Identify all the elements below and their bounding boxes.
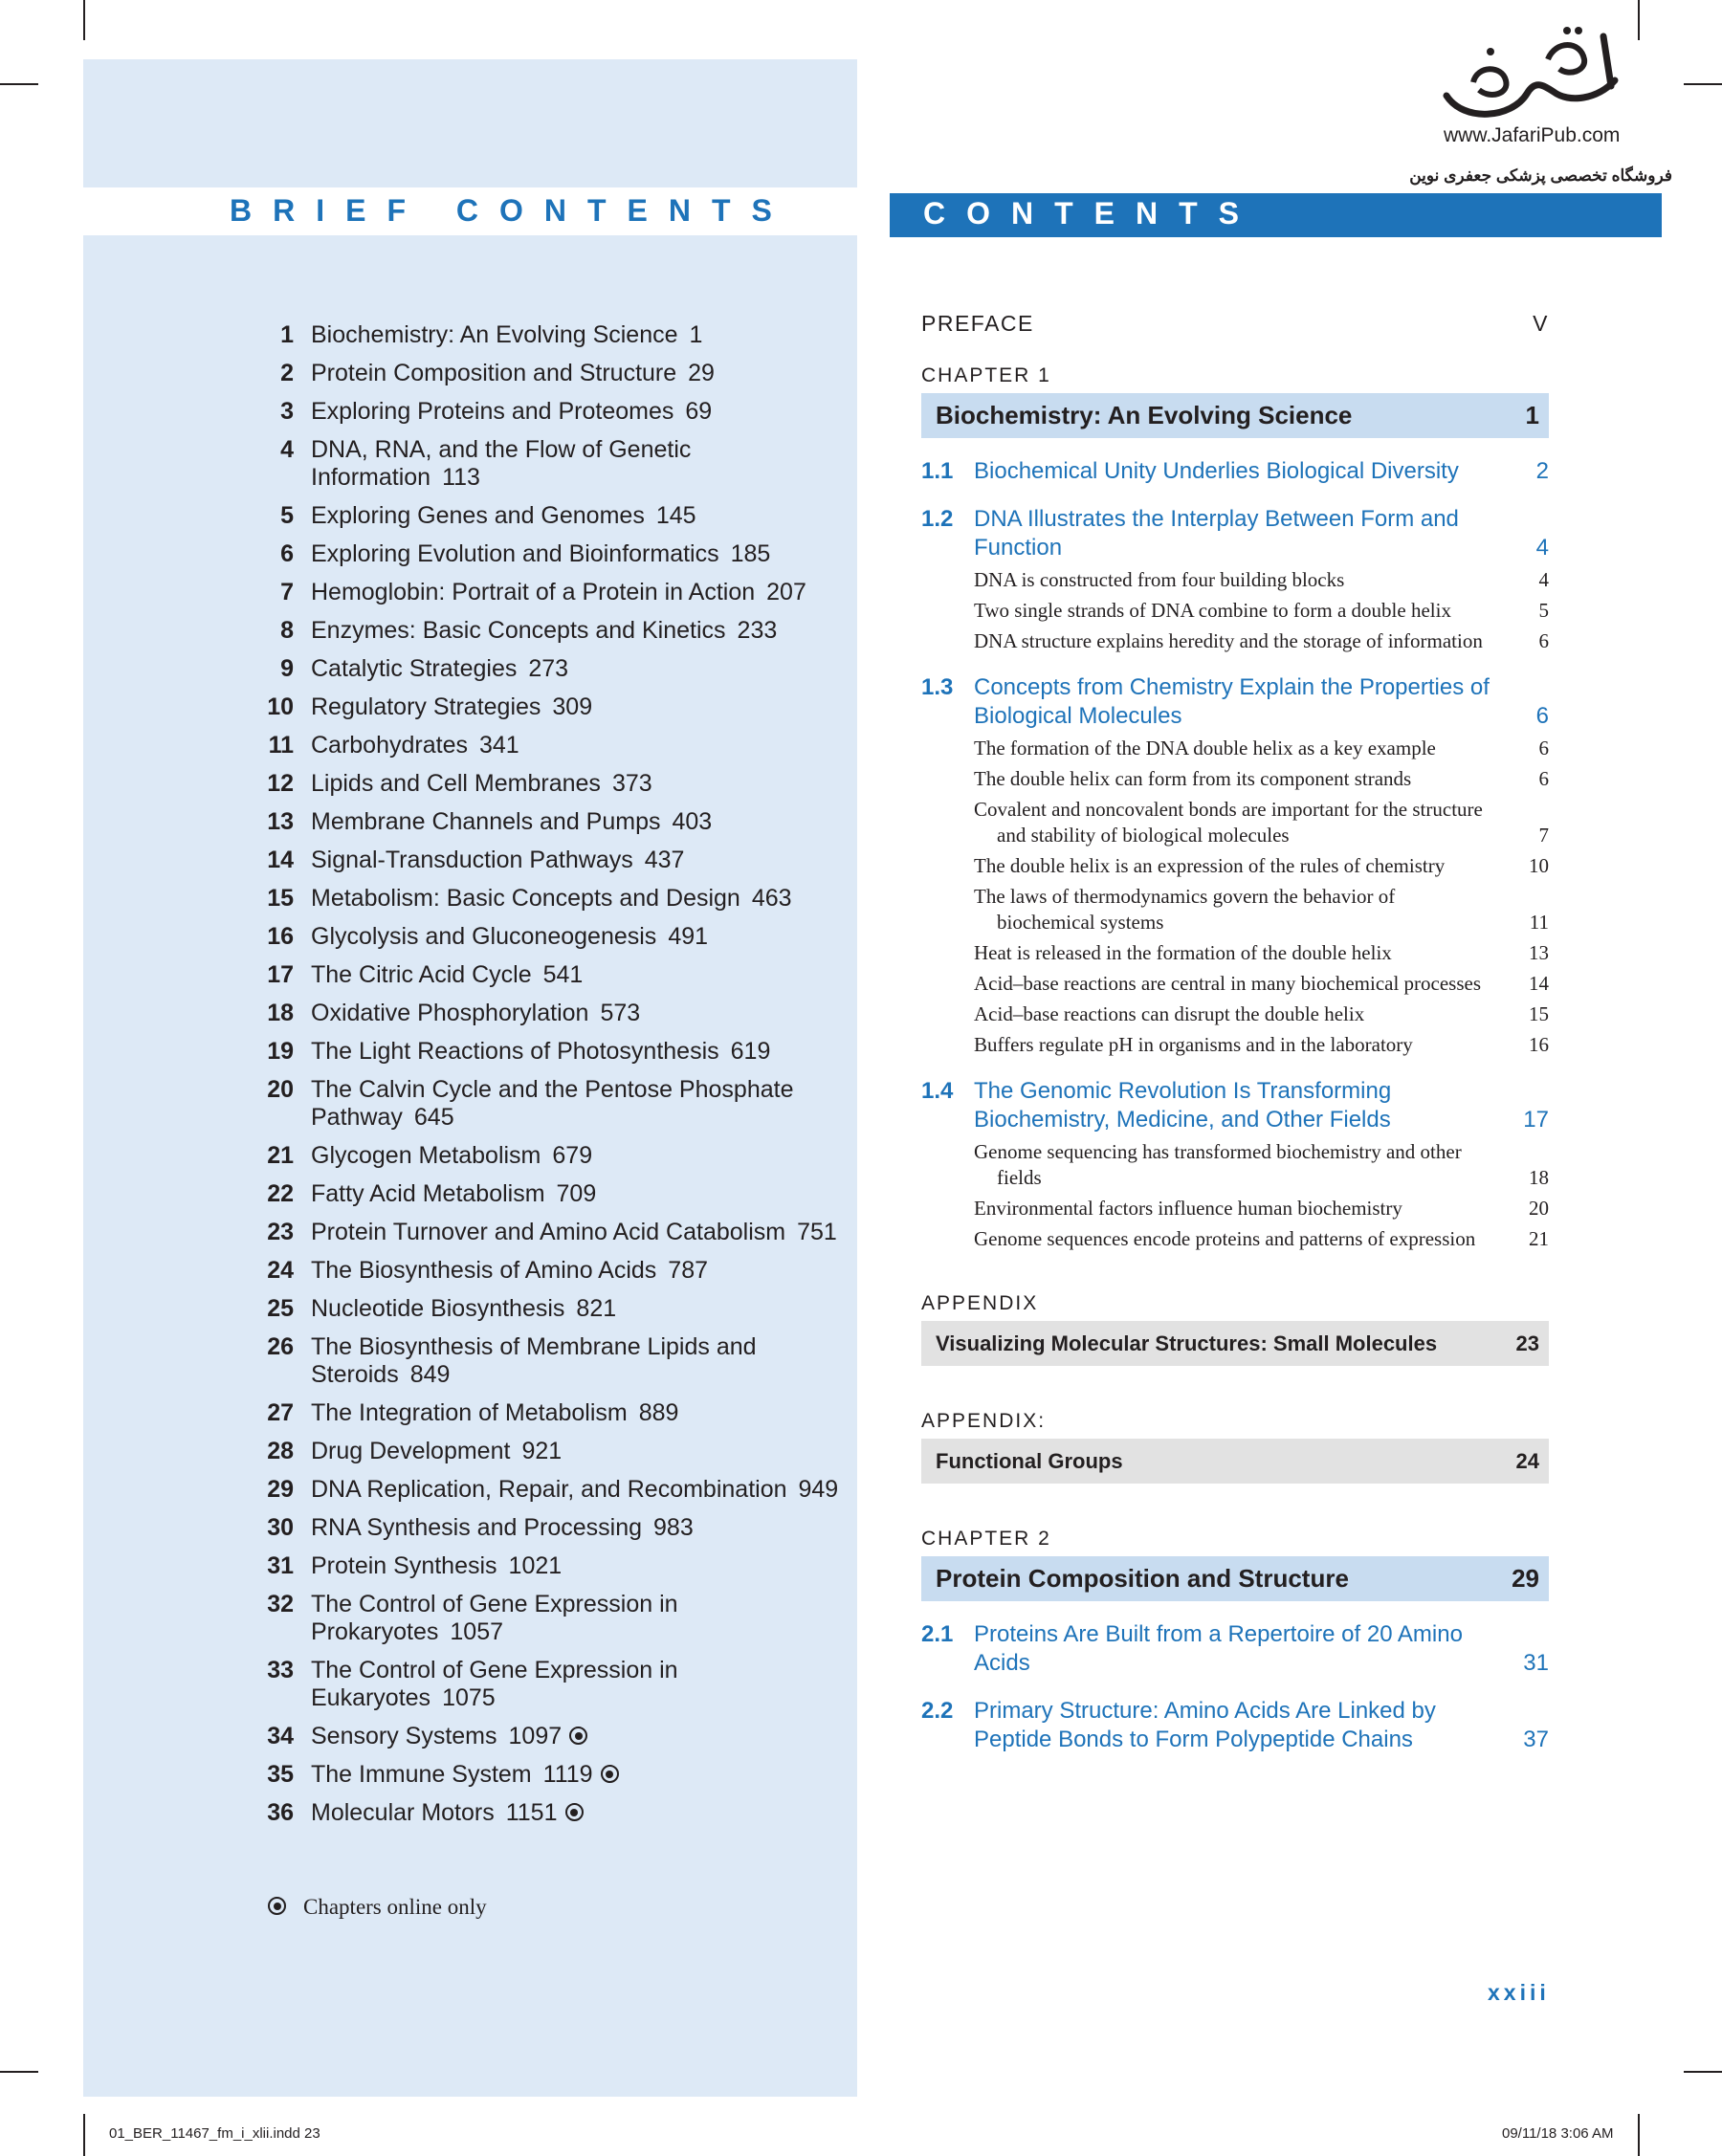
brief-chapter-item	[254, 1657, 847, 1712]
subsection-page: 4	[1538, 568, 1549, 591]
section-entry	[921, 505, 1549, 562]
appendix-title: Functional Groups	[936, 1448, 1123, 1473]
section-page: 17	[1523, 1107, 1549, 1133]
chapter-page: 849	[409, 1361, 451, 1388]
subsection-page: 20	[1529, 1197, 1549, 1220]
brief-chapter-item	[254, 617, 847, 645]
chapter-number: 31	[267, 1552, 294, 1579]
chapter-title: Oxidative Phosphorylation	[311, 1000, 589, 1026]
chapter-title: The Integration of Metabolism	[311, 1399, 628, 1426]
chapter-page: 1057	[450, 1618, 504, 1645]
section-title: Biochemical Unity Underlies Biological Diversity	[974, 458, 1459, 484]
brief-chapter-item	[254, 540, 847, 568]
chapter-page: 145	[655, 502, 696, 529]
chapter-page: 787	[668, 1257, 709, 1284]
chapter-page: 309	[552, 693, 593, 720]
brief-chapter-item	[254, 1257, 847, 1285]
brief-chapter-item	[254, 1761, 847, 1789]
chapter-number: 19	[267, 1038, 294, 1065]
chapter-heading	[921, 1556, 1549, 1601]
brief-chapter-list	[254, 321, 847, 1837]
subsection-title: The double helix is an expression of the rules of chemistry	[974, 854, 1446, 877]
chapter-title: The Immune System	[311, 1761, 532, 1788]
brief-chapter-item	[254, 885, 847, 913]
brief-chapter-item	[254, 1000, 847, 1027]
chapter-page: 1	[1525, 401, 1539, 429]
preface-page: V	[1533, 311, 1549, 336]
chapter-title: The Citric Acid Cycle	[311, 961, 532, 988]
appendix-title: Visualizing Molecular Structures: Small Molecules	[936, 1331, 1438, 1355]
chapter-number: 36	[267, 1799, 294, 1826]
chapter-title: Protein Turnover and Amino Acid Catabolism	[311, 1219, 786, 1245]
crop-mark	[1684, 2071, 1722, 2073]
brief-chapter-item	[254, 1514, 847, 1542]
online-only-note	[268, 1895, 487, 1920]
chapter-title: Exploring Evolution and Bioinformatics	[311, 540, 719, 567]
section-page: 4	[1535, 535, 1549, 561]
brief-chapter-item	[254, 1180, 847, 1208]
subsection-entry	[921, 1001, 1549, 1027]
brief-chapter-item	[254, 398, 847, 426]
brief-chapter-item	[254, 1723, 847, 1750]
subsection-page: 10	[1529, 854, 1549, 877]
chapter-title: Enzymes: Basic Concepts and Kinetics	[311, 617, 726, 644]
brief-chapter-item	[254, 579, 847, 606]
section-number: 2.1	[921, 1621, 954, 1647]
chapter-number: 21	[267, 1142, 294, 1169]
chapter-number: 6	[280, 540, 294, 567]
subsection-page: 7	[1538, 824, 1549, 847]
chapter-title: Signal-Transduction Pathways	[311, 847, 633, 873]
chapter-number: 22	[267, 1180, 294, 1207]
chapter-page: 645	[413, 1104, 454, 1131]
brief-chapter-item	[254, 502, 847, 530]
chapter-number: 16	[267, 923, 294, 950]
brief-chapter-item	[254, 360, 847, 387]
appendix-heading	[921, 1439, 1549, 1484]
preface-label: PREFACE	[921, 311, 1034, 336]
subsection-page: 13	[1529, 941, 1549, 964]
chapter-title: DNA Replication, Repair, and Recombination	[311, 1476, 787, 1503]
brief-chapter-item	[254, 847, 847, 874]
section-title: Concepts from Chemistry Explain the Properties of Biological Molecules	[974, 674, 1490, 729]
subsection-entry	[921, 766, 1549, 792]
section-page: 31	[1523, 1650, 1549, 1676]
online-only-text: Chapters online only	[303, 1895, 487, 1919]
chapter-title: Exploring Proteins and Proteomes	[311, 398, 674, 425]
chapter-title: The Biosynthesis of Amino Acids	[311, 1257, 657, 1284]
subsection-title: Buffers regulate pH in organisms and in the laboratory	[974, 1033, 1413, 1056]
brief-chapter-item	[254, 1219, 847, 1246]
subsection-entry	[921, 628, 1549, 654]
footer-date: 09/11/18 3:06 AM	[1502, 2125, 1614, 2142]
chapter-title: Glycolysis and Gluconeogenesis	[311, 923, 657, 950]
chapter-page: 573	[600, 1000, 641, 1026]
chapter-number: 23	[267, 1219, 294, 1245]
subsection-title: Covalent and noncovalent bonds are important for the structure and stability of biological molecules	[974, 798, 1483, 847]
subsection-entry	[921, 940, 1549, 966]
chapter-page: 679	[552, 1142, 593, 1169]
chapter-page: 403	[672, 808, 713, 835]
section-entry	[921, 1697, 1549, 1754]
brief-chapter-item	[254, 961, 847, 989]
brief-chapter-item	[254, 808, 847, 836]
chapter-title: Sensory Systems	[311, 1723, 497, 1749]
brief-chapter-item	[254, 1438, 847, 1465]
crop-mark	[83, 2114, 85, 2156]
brief-chapter-item	[254, 1799, 847, 1827]
chapter-number: 18	[267, 1000, 294, 1026]
chapter-page: 1119	[542, 1761, 593, 1788]
section-title: DNA Illustrates the Interplay Between Form and Function	[974, 506, 1459, 561]
chapter-page: 1097	[508, 1723, 563, 1749]
brief-chapter-item	[254, 1076, 847, 1132]
subsection-entry	[921, 1196, 1549, 1221]
chapter-page: 1151	[505, 1799, 558, 1826]
chapter-page: 821	[576, 1295, 617, 1322]
chapter-title: The Control of Gene Expression in Prokaryotes	[311, 1591, 678, 1645]
crop-mark	[0, 2071, 38, 2073]
chapter-page: 619	[730, 1038, 771, 1065]
chapter-title: RNA Synthesis and Processing	[311, 1514, 643, 1541]
subsection-page: 6	[1538, 767, 1549, 790]
chapter-number: 7	[280, 579, 294, 605]
section-entry	[921, 1077, 1549, 1134]
chapter-page: 233	[737, 617, 778, 644]
chapter-number: 35	[267, 1761, 294, 1788]
subsection-page: 16	[1529, 1033, 1549, 1056]
chapter-title: The Control of Gene Expression in Eukaryotes	[311, 1657, 678, 1711]
section-title: Proteins Are Built from a Repertoire of 20 Amino Acids	[974, 1621, 1463, 1676]
subsection-entry	[921, 853, 1549, 879]
chapter-number: 30	[267, 1514, 294, 1541]
brief-chapter-item	[254, 1142, 847, 1170]
subsection-entry	[921, 598, 1549, 624]
chapter-number: 24	[267, 1257, 294, 1284]
brief-chapter-item	[254, 1476, 847, 1504]
chapter-page: 889	[638, 1399, 679, 1426]
contents-title: CONTENTS	[923, 196, 1260, 231]
subsection-entry	[921, 1032, 1549, 1058]
subsection-title: Genome sequences encode proteins and patterns of expression	[974, 1227, 1476, 1250]
chapter-number: 29	[267, 1476, 294, 1503]
section-page: 6	[1535, 703, 1549, 729]
subsection-title: Acid–base reactions are central in many biochemical processes	[974, 972, 1482, 995]
subsection-entry	[921, 736, 1549, 761]
brief-chapter-item	[254, 655, 847, 683]
subsection-entry	[921, 1139, 1549, 1191]
subsection-page: 6	[1538, 737, 1549, 759]
subsection-title: Two single strands of DNA combine to form a double helix	[974, 599, 1451, 622]
brief-chapter-item	[254, 1333, 847, 1389]
chapter-number: 17	[267, 961, 294, 988]
appendix-label: APPENDIX	[921, 1292, 1039, 1314]
subsection-title: Heat is released in the formation of the double helix	[974, 941, 1392, 964]
chapter-title: Carbohydrates	[311, 732, 468, 759]
appendix-heading	[921, 1321, 1549, 1366]
subsection-entry	[921, 971, 1549, 997]
footer-file: 01_BER_11467_fm_i_xlii.indd 23	[109, 2125, 320, 2142]
appendix-label: APPENDIX:	[921, 1410, 1047, 1432]
brief-chapter-item	[254, 732, 847, 759]
chapter-title: Lipids and Cell Membranes	[311, 770, 601, 797]
chapter-label: CHAPTER 1	[921, 364, 1051, 386]
chapter-title: Hemoglobin: Portrait of a Protein in Action	[311, 579, 756, 605]
chapter-number: 10	[267, 693, 294, 720]
subsection-page: 21	[1529, 1227, 1549, 1250]
subsection-page: 15	[1529, 1002, 1549, 1025]
chapter-number: 3	[280, 398, 294, 425]
chapter-number: 15	[267, 885, 294, 912]
chapter-page: 1021	[508, 1552, 563, 1579]
online-only-icon	[601, 1765, 619, 1783]
chapter-heading	[921, 393, 1549, 438]
online-only-icon	[565, 1803, 584, 1821]
section-number: 2.2	[921, 1698, 954, 1724]
chapter-number: 34	[267, 1723, 294, 1749]
chapter-title: Molecular Motors	[311, 1799, 495, 1826]
publisher-url: www.JafariPub.com	[1444, 124, 1621, 146]
chapter-number: 13	[267, 808, 294, 835]
subsection-entry	[921, 884, 1549, 935]
online-only-icon	[268, 1897, 286, 1915]
chapter-title: Exploring Genes and Genomes	[311, 502, 645, 529]
section-page: 37	[1523, 1727, 1549, 1752]
subsection-page: 11	[1529, 911, 1549, 934]
section-number: 1.3	[921, 674, 954, 700]
chapter-title: Membrane Channels and Pumps	[311, 808, 661, 835]
section-entry	[921, 457, 1549, 486]
chapter-number: 26	[267, 1333, 294, 1360]
chapter-title: The Light Reactions of Photosynthesis	[311, 1038, 719, 1065]
subsection-entry	[921, 567, 1549, 593]
chapter-sections	[921, 1620, 1549, 1754]
chapter-number: 11	[268, 732, 294, 759]
chapter-number: 9	[280, 655, 294, 682]
chapter-title: DNA, RNA, and the Flow of Genetic Information	[311, 436, 692, 491]
chapter-title: Regulatory Strategies	[311, 693, 541, 720]
chapter-number: 28	[267, 1438, 294, 1464]
crop-mark	[0, 83, 38, 85]
chapter-title: Glycogen Metabolism	[311, 1142, 541, 1169]
chapter-page: 983	[653, 1514, 694, 1541]
brief-chapter-item	[254, 321, 847, 349]
subsection-title: Environmental factors influence human biochemistry	[974, 1197, 1402, 1220]
brief-chapter-item	[254, 1591, 847, 1646]
contents-list	[921, 311, 1549, 1754]
chapter-title: Biochemistry: An Evolving Science	[936, 401, 1353, 429]
chapter-page: 541	[542, 961, 584, 988]
brief-chapter-item	[254, 1295, 847, 1323]
chapter-title: Protein Synthesis	[311, 1552, 497, 1579]
section-number: 1.4	[921, 1078, 954, 1104]
chapter-title: Metabolism: Basic Concepts and Design	[311, 885, 740, 912]
chapter-number: 25	[267, 1295, 294, 1322]
chapter-number: 27	[267, 1399, 294, 1426]
crop-mark	[83, 0, 85, 40]
chapter-number: 1	[280, 321, 294, 348]
chapter-page: 113	[442, 464, 480, 491]
chapter-page: 751	[797, 1219, 837, 1245]
subsection-page: 18	[1529, 1166, 1549, 1189]
brief-chapter-item	[254, 1038, 847, 1066]
chapter-number: 5	[280, 502, 294, 529]
chapter-number: 20	[267, 1076, 294, 1103]
chapter-page: 273	[528, 655, 569, 682]
chapter-page: 29	[688, 360, 715, 386]
crop-mark	[1638, 0, 1640, 40]
crop-mark	[1684, 83, 1722, 85]
subsection-entry	[921, 797, 1549, 848]
subsection-title: The double helix can form from its component strands	[974, 767, 1412, 790]
section-entry	[921, 1620, 1549, 1678]
chapter-number: 32	[267, 1591, 294, 1617]
subsection-title: The formation of the DNA double helix as a key example	[974, 737, 1436, 759]
chapter-page: 1075	[442, 1684, 496, 1711]
brief-chapter-item	[254, 693, 847, 721]
chapter-title: Catalytic Strategies	[311, 655, 518, 682]
chapter-page: 437	[644, 847, 685, 873]
chapter-label: CHAPTER 2	[921, 1528, 1051, 1550]
crop-mark	[1638, 2114, 1640, 2156]
section-page: 2	[1535, 458, 1549, 484]
subsection-entry	[921, 1226, 1549, 1252]
brief-chapter-item	[254, 1399, 847, 1427]
preface-entry	[921, 311, 1549, 337]
chapter-title: Protein Composition and Structure	[311, 360, 677, 386]
chapter-page: 29	[1512, 1564, 1539, 1593]
chapter-page: 949	[798, 1476, 839, 1503]
chapter-title: The Calvin Cycle and the Pentose Phosphate Pathway	[311, 1076, 794, 1131]
section-title: Primary Structure: Amino Acids Are Linked by Peptide Bonds to Form Polypeptide Chains	[974, 1698, 1436, 1752]
chapter-page: 185	[730, 540, 771, 567]
chapter-number: 2	[280, 360, 294, 386]
subsection-page: 14	[1529, 972, 1549, 995]
subsection-title: The laws of thermodynamics govern the behavior of biochemical systems	[974, 885, 1396, 934]
brief-contents-title: BRIEF CONTENTS	[230, 193, 793, 228]
subsection-title: Acid–base reactions can disrupt the double helix	[974, 1002, 1365, 1025]
publisher-tagline: فروشگاه تخصصی پزشکی جعفری نوین	[1409, 166, 1672, 185]
chapter-title: Nucleotide Biosynthesis	[311, 1295, 565, 1322]
chapter-page: 373	[611, 770, 652, 797]
publisher-logo	[1435, 27, 1636, 122]
chapter-page: 1	[689, 321, 703, 348]
chapter-page: 341	[478, 732, 519, 759]
appendix-page: 23	[1515, 1331, 1539, 1355]
section-title: The Genomic Revolution Is Transforming Biochemistry, Medicine, and Other Fields	[974, 1078, 1392, 1133]
subsection-title: DNA structure explains heredity and the storage of information	[974, 629, 1483, 652]
section-entry	[921, 673, 1549, 731]
brief-chapter-item	[254, 1552, 847, 1580]
chapter-page: 207	[766, 579, 806, 605]
section-number: 1.2	[921, 506, 954, 532]
chapter-number: 8	[280, 617, 294, 644]
chapter-page: 921	[521, 1438, 563, 1464]
chapter-sections	[921, 457, 1549, 1252]
brief-chapter-item	[254, 770, 847, 798]
brief-chapter-item	[254, 923, 847, 951]
chapter-page: 491	[668, 923, 709, 950]
page-number: xxiii	[1488, 1980, 1550, 2005]
subsection-title: Genome sequencing has transformed biochemistry and other fields	[974, 1140, 1462, 1189]
online-only-icon	[569, 1727, 587, 1745]
chapter-title: Biochemistry: An Evolving Science	[311, 321, 678, 348]
subsection-page: 5	[1538, 599, 1549, 622]
appendix-page: 24	[1515, 1448, 1539, 1473]
chapter-title: Protein Composition and Structure	[936, 1564, 1349, 1593]
chapter-page: 463	[751, 885, 792, 912]
subsection-page: 6	[1538, 629, 1549, 652]
section-number: 1.1	[921, 458, 954, 484]
chapter-title: Drug Development	[311, 1438, 511, 1464]
chapter-page: 69	[685, 398, 713, 425]
chapter-number: 4	[280, 436, 294, 463]
chapter-number: 12	[267, 770, 294, 797]
chapter-number: 33	[267, 1657, 294, 1683]
chapter-title: Fatty Acid Metabolism	[311, 1180, 545, 1207]
brief-chapter-item	[254, 436, 847, 492]
chapter-number: 14	[267, 847, 294, 873]
chapter-title: The Biosynthesis of Membrane Lipids and Steroids	[311, 1333, 757, 1388]
chapter-page: 709	[556, 1180, 597, 1207]
subsection-title: DNA is constructed from four building blocks	[974, 568, 1345, 591]
